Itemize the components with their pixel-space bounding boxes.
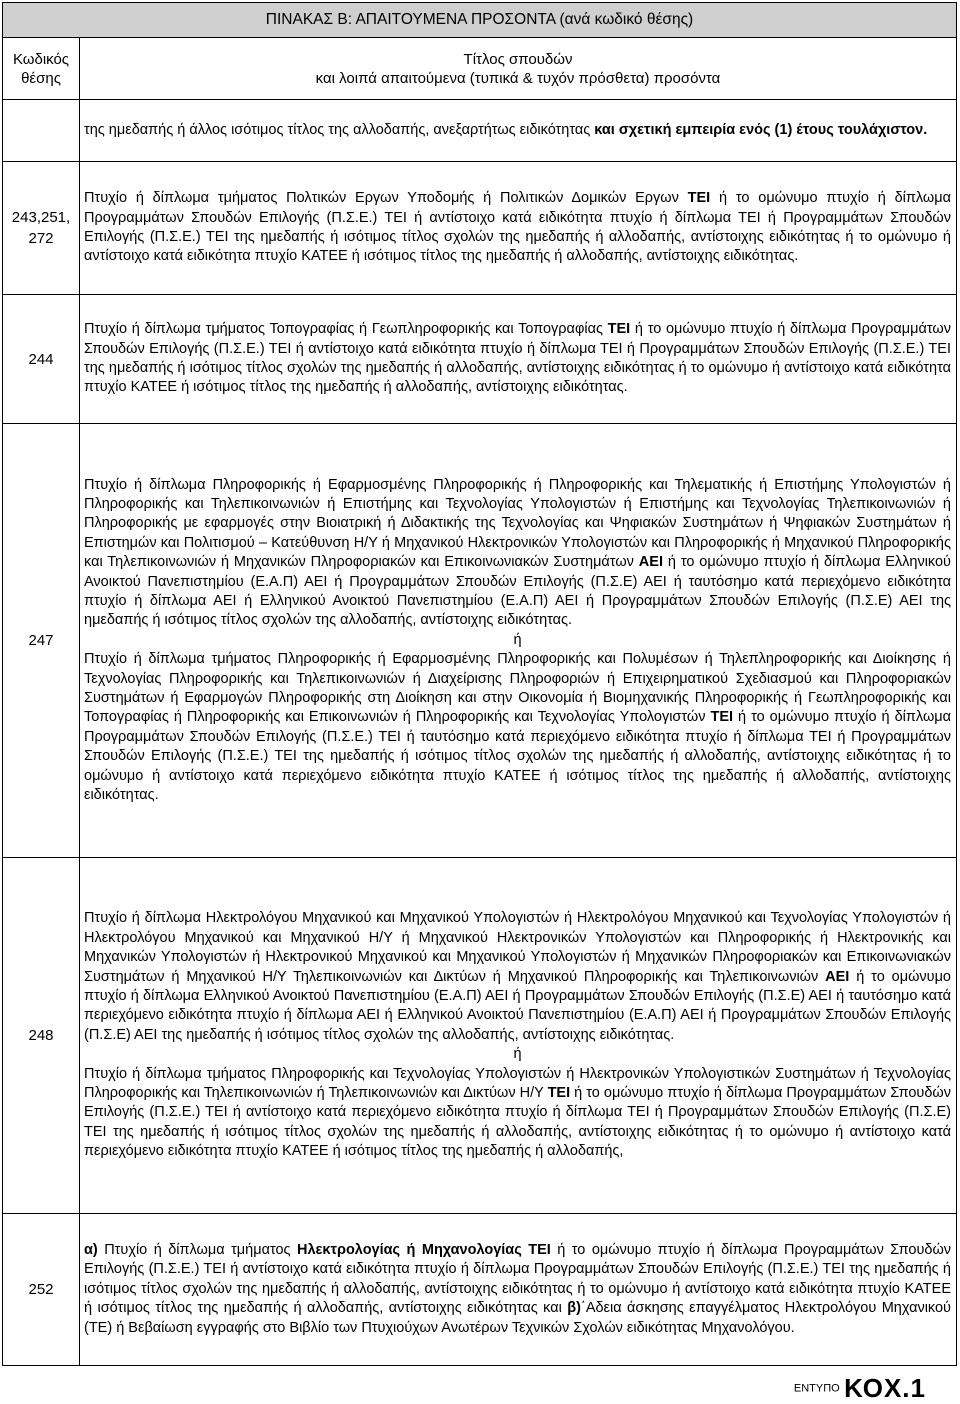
row-code: 243,251, 272 bbox=[3, 162, 80, 295]
header-code-line1: Κωδικός bbox=[12, 50, 70, 68]
header-code bbox=[3, 38, 80, 100]
or-separator: ή bbox=[513, 631, 522, 648]
table-title-row bbox=[3, 3, 957, 38]
header-title-line1: Τίτλος σπουδών bbox=[463, 50, 573, 68]
requirements-table bbox=[2, 2, 957, 1366]
row-code: 247 bbox=[3, 424, 80, 858]
table-row bbox=[3, 1214, 957, 1366]
row-description: Πτυχίο ή δίπλωμα τμήματος Τοπογραφίας ή Γεωπληροφορικής και Τοπογραφίας ΤΕΙ ή το ομώνυμο πτυχίο ή δίπλωμα Προγραμμάτων Σπουδών Επιλογής (Π.Σ.Ε.) ΤΕΙ ή αντίστοιχο κατά ειδικότητα πτυχίο ή δίπλωμα ΤΕΙ ή Προγραμμάτων Σπουδών Επιλογής (Π.Σ.Ε.) ΤΕΙ της ημεδαπής ή ισότιμος τίτλος σχολών της ημεδαπής ή αλλοδαπής, αντίστοιχης ειδικότητας ή το ομώνυμο ή αντίστοιχο κατά ειδικότητα πτυχίο ΚΑΤΕΕ ή ισότιμος τίτλος της ημεδαπής ή αλλοδαπής, αντίστοιχης ειδικότητας. bbox=[80, 295, 957, 424]
table-row bbox=[3, 295, 957, 424]
row-description: α) Πτυχίο ή δίπλωμα τμήματος Ηλεκτρολογίας ή Μηχανολογίας ΤΕΙ ή το ομώνυμο πτυχίο ή δίπλωμα Προγραμμάτων Σπουδών Επιλογής (Π.Σ.Ε.) ΤΕΙ ή αντίστοιχο κατά ειδικότητα πτυχίο ή δίπλωμα Προγραμμάτων Σπουδών Επιλογής (Π.Σ.Ε.) ΤΕΙ της ημεδαπής ή ισότιμος τίτλος σχολών της ημεδαπής ή αλλοδαπής, αντίστοιχης ειδικότητας ή το ομώνυμο ή αντίστοιχο κατά ειδικότητα πτυχίο ΚΑΤΕΕ ή ισότιμος τίτλος της ημεδαπής ή αλλοδαπής, αντίστοιχης ειδικότητας και β)΄Αδεια άσκησης επαγγέλματος Ηλεκτρολόγου Μηχανικού (ΤΕ) ή Βεβαίωση εγγραφής στο Βιβλίο των Πτυχιούχων Ανωτέρων Τεχνικών Σχολών ειδικότητας Μηχανολόγου. bbox=[80, 1214, 957, 1366]
paragraph: Πτυχίο ή δίπλωμα τμήματος Πληροφορικής ή Εφαρμοσμένης Πληροφορικής και Πολυμέσων ή Τηλεπληροφορικής και Διοίκησης ή Τεχνολογίας Πληροφορικής και Τηλεπικοινωνιών ή Διαχείρισης Πληροφοριών ή Επιχειρηματικού Σχεδιασμού και Πληροφοριακών Συστημάτων ή Εφαρμογών Πληροφορικής στη Διοίκηση και στην Οικονομία ή Βιομηχανικής Πληροφορικής ή Γεωπληροφορικής και Τοπογραφίας ή Πληροφορικής και Επικοινωνιών ή Πληροφορικής και Τεχνολογίας Υπολογιστών ΤΕΙ ή το ομώνυμο πτυχίο ή δίπλωμα Προγραμμάτων Σπουδών Επιλογής (Π.Σ.Ε.) ΤΕΙ ή ταυτόσημο κατά περιεχόμενο ειδικότητα πτυχίο ή δίπλωμα ΤΕΙ ή Προγραμμάτων Σπουδών Επιλογής (Π.Σ.Ε.) ΤΕΙ της ημεδαπής ή ισότιμος τίτλος σχολών της ημεδαπής ή αλλοδαπής, αντίστοιχης ειδικότητας ή το ομώνυμο ή αντίστοιχο κατά περιεχόμενο ειδικότητα πτυχίο ΚΑΤΕΕ ή ισότιμος τίτλος της ημεδαπής ή αλλοδαπής, αντίστοιχης ειδικότητας. bbox=[84, 651, 951, 804]
table-header-row bbox=[3, 38, 957, 100]
form-code-value: ΚΟΧ.1 bbox=[844, 1373, 926, 1403]
item-label-b: β) bbox=[567, 1300, 581, 1317]
continuation-code-cell bbox=[3, 100, 80, 162]
header-title-line2: και λοιπά απαιτούμενα (τυπικά & τυχόν πρόσθετα) προσόντα bbox=[315, 69, 721, 87]
continuation-row bbox=[3, 100, 957, 162]
row-description bbox=[80, 424, 957, 858]
row-code: 248 bbox=[3, 858, 80, 1214]
document-page bbox=[2, 2, 956, 1366]
header-code-line2: θέσης bbox=[21, 69, 61, 87]
table-row bbox=[3, 858, 957, 1214]
form-code-label: ΕΝΤΥΠΟ bbox=[793, 1382, 840, 1395]
row-code: 244 bbox=[3, 295, 80, 424]
paragraph: Πτυχίο ή δίπλωμα τμήματος Πληροφορικής και Τεχνολογίας Υπολογιστών ή Ηλεκτρονικών Υπολογιστικών Συστημάτων ή Τεχνολογίας Πληροφορικής και Τηλεπικοινωνιών ή Τηλεπικοινωνιών και Δικτύων Η/Υ ΤΕΙ ή το ομώνυμο πτυχίο ή δίπλωμα Προγραμμάτων Σπουδών Επιλογής (Π.Σ.Ε.) ΤΕΙ ή αντίστοιχο κατά περιεχόμενο ειδικότητα πτυχίο ή δίπλωμα ΤΕΙ ή Προγραμμάτων Σπουδών Επιλογής (Π.Σ.Ε) ΤΕΙ της ημεδαπής ή ισότιμος τίτλος σχολών της ημεδαπής ή αλλοδαπής, αντίστοιχης ειδικότητας ή το ομώνυμο ή αντίστοιχο κατά περιεχόμενο ειδικότητα πτυχίο ΚΑΤΕΕ ή ισότιμος τίτλος της ημεδαπής ή αλλοδαπής, bbox=[84, 1065, 951, 1160]
row-code: 252 bbox=[3, 1214, 80, 1366]
table-title: ΠΙΝΑΚΑΣ Β: ΑΠΑΙΤΟΥΜΕΝΑ ΠΡΟΣΟΝΤΑ (ανά κωδικό θέσης) bbox=[3, 3, 957, 38]
row-description bbox=[80, 858, 957, 1214]
or-separator: ή bbox=[513, 1046, 522, 1063]
continuation-text: της ημεδαπής ή άλλος ισότιμος τίτλος της αλλοδαπής, ανεξαρτήτως ειδικότητας και σχετική εμπειρία ενός (1) έτους τουλάχιστον. bbox=[80, 100, 957, 162]
paragraph: Πτυχίο ή δίπλωμα Ηλεκτρολόγου Μηχανικού και Μηχανικού Υπολογιστών ή Ηλεκτρολόγου Μηχανικού και Τεχνολογίας Υπολογιστών ή Ηλεκτρολόγου Μηχανικού και Μηχανικού Η/Υ ή Μηχανικού Ηλεκτρονικών Υπολογιστών και Πληροφορικής ή Ηλεκτρονικής και Μηχανικών Υπολογιστών ή Ηλεκτρονικού Μηχανικού και Μηχανικού Υπολογιστών ή Μηχανικών Πληροφοριακών και Επικοινωνιακών Συστημάτων ή Μηχανικού Η/Υ Τηλεπικοινωνιών και Δικτύων ή Μηχανικού Πληροφορικής και Τηλεπικοινωνιών ΑΕΙ ή το ομώνυμο πτυχίο ή δίπλωμα Ελληνικού Ανοικτού Πανεπιστημίου (Ε.Α.Π) ΑΕΙ ή Προγραμμάτων Σπουδών Επιλογής (Π.Σ.Ε) ΑΕΙ ή ταυτόσημο κατά περιεχόμενο ειδικότητα πτυχίο ή δίπλωμα ΑΕΙ ή Ελληνικού Ανοικτού Πανεπιστημίου (Ε.Α.Π) ΑΕΙ ή Προγραμμάτων Σπουδών Επιλογής (Π.Σ.Ε) ΑΕΙ της ημεδαπής ή ισότιμος τίτλος σχολών της αλλοδαπής, αντίστοιχης ειδικότητας. bbox=[84, 910, 951, 1043]
paragraph: Πτυχίο ή δίπλωμα Πληροφορικής ή Εφαρμοσμένης Πληροφορικής ή Πληροφορικής και Τηλεματικής ή Επιστήμης Υπολογιστών ή Πληροφορικής και Τηλεπικοινωνιών ή Επιστήμης και Τεχνολογίας Υπολογιστών ή Επιστήμης και Τεχνολογίας Τηλεπικοινωνιών ή Πληροφορικής με εφαρμογές στην Βιοιατρική ή Διδακτικής της Τεχνολογίας και Ψηφιακών Συστημάτων ή Ψηφιακών Συστημάτων ή Επιστημών και Πολιτισμού – Κατεύθυνση Η/Υ ή Μηχανικού Ηλεκτρονικών Υπολογιστών και Πληροφορικής ή Μηχανικού Πληροφορικής και Τηλεπικοινωνιών ή Μηχανικών Πληροφοριακών και Επικοινωνιακών Συστημάτων ΑΕΙ ή το ομώνυμο πτυχίο ή δίπλωμα Ελληνικού Ανοικτού Πανεπιστημίου (Ε.Α.Π) ΑΕΙ ή Προγραμμάτων Σπουδών Επιλογής (Π.Σ.Ε) ΑΕΙ ή ταυτόσημο κατά περιεχόμενο ειδικότητα πτυχίο ή δίπλωμα ΑΕΙ ή Ελληνικού Ανοικτού Πανεπιστημίου (Ε.Α.Π) ΑΕΙ ή Προγραμμάτων Σπουδών Επιλογής (Π.Σ.Ε) ΑΕΙ της ημεδαπής ή ισότιμος τίτλος σχολών της αλλοδαπής, αντίστοιχης ειδικότητας. bbox=[84, 476, 951, 629]
table-row bbox=[3, 424, 957, 858]
table-row bbox=[3, 162, 957, 295]
header-title bbox=[80, 38, 957, 100]
row-description: Πτυχίο ή δίπλωμα τμήματος Πολτικών Εργων Υποδομής ή Πολιτικών Δομικών Εργων ΤΕΙ ή το ομώνυμο πτυχίο ή δίπλωμα Προγραμμάτων Σπουδών Επιλογής (Π.Σ.Ε.) ΤΕΙ ή αντίστοιχο κατά ειδικότητα πτυχίο ή δίπλωμα ΤΕΙ ή Προγραμμάτων Σπουδών Επιλογής (Π.Σ.Ε.) ΤΕΙ της ημεδαπής ή ισότιμος τίτλος σχολών της ημεδαπής ή αλλοδαπής, αντίστοιχης ειδικότητας ή το ομώνυμο ή αντίστοιχο κατά ειδικότητα πτυχίο ΚΑΤΕΕ ή ισότιμος τίτλος της ημεδαπής ή αλλοδαπής, αντίστοιχης ειδικότητας. bbox=[80, 162, 957, 295]
item-label-a: α) bbox=[84, 1241, 98, 1258]
form-code bbox=[794, 1373, 926, 1404]
